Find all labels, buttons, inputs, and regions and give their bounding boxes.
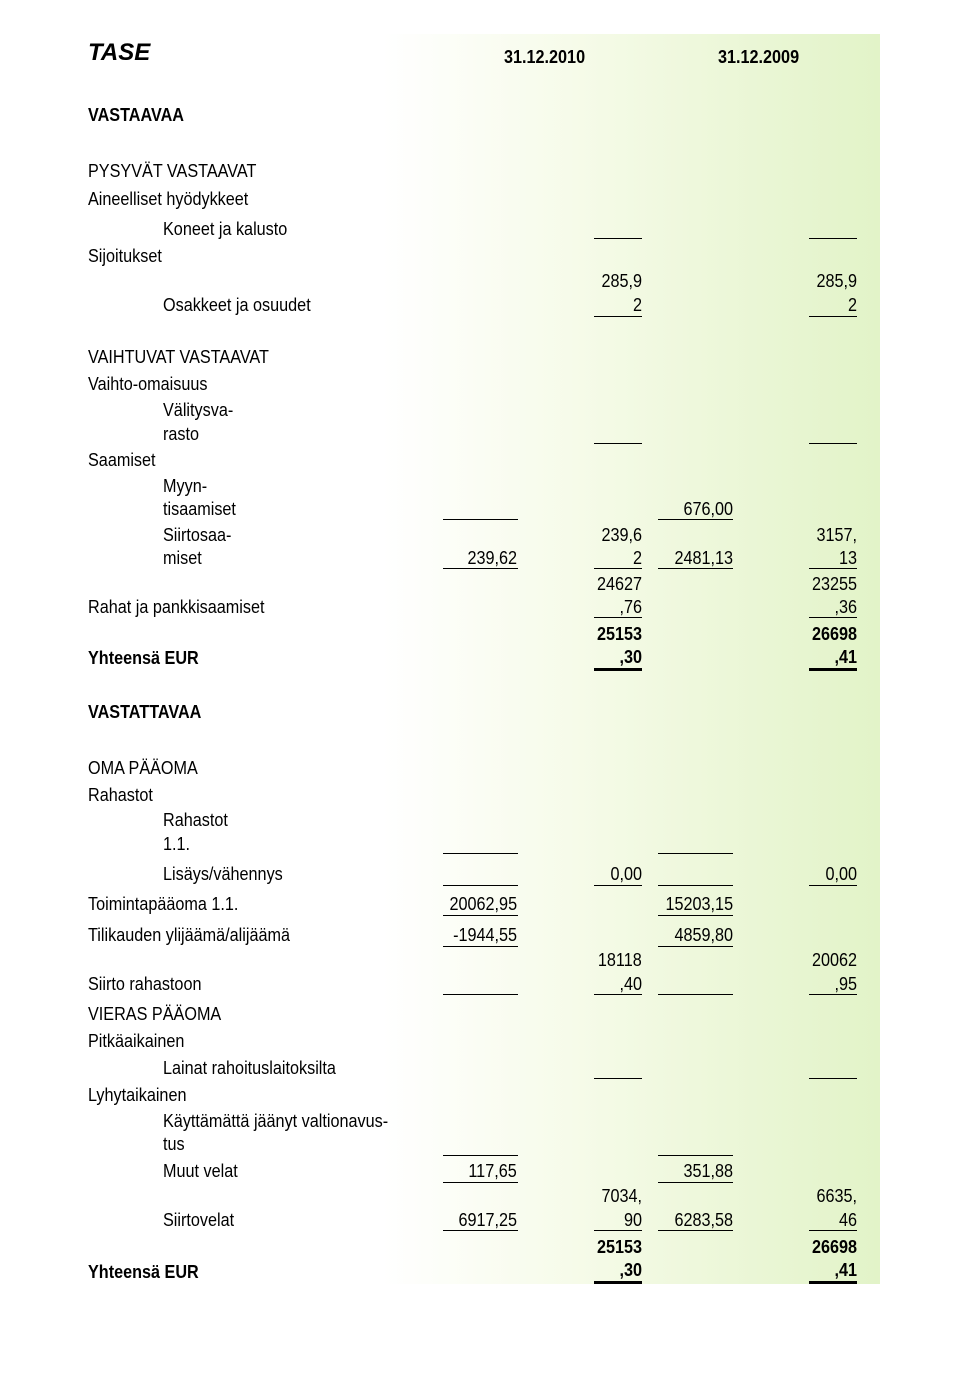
muut-velat-2009-underline	[658, 1182, 733, 1183]
siirtosaamiset-2010-inner-value: 239,62	[467, 548, 517, 568]
siirto-2009-value-a: 20062	[811, 950, 857, 970]
vastaavaa-total-2010-a: 25153	[596, 624, 642, 644]
vaihtuvat-vastaavat-label: VAIHTUVAT VASTAAVAT	[88, 347, 269, 367]
tilikauden-2010-value: -1944,55	[453, 925, 517, 945]
pysyvat-vastaavat-label: PYSYVÄT VASTAAVAT	[88, 161, 257, 181]
valitysvarasto-2010-underline	[594, 443, 642, 444]
lainat-2010-underline	[594, 1078, 642, 1079]
lainat-2009-underline	[809, 1078, 857, 1079]
siirto-2010-underline	[594, 994, 642, 995]
tilikauden-2010-underline	[443, 946, 518, 947]
siirtosaamiset-2009-inner-value: 2481,13	[674, 548, 733, 568]
koneet-2010-underline	[594, 238, 642, 239]
rahat-2009-value-b: ,36	[834, 597, 857, 617]
siirto-2009-inner-underline	[658, 994, 733, 995]
valitysvarasto-label-b: rasto	[163, 424, 200, 444]
osakkeet-2010-value-a: 285,9	[601, 271, 642, 291]
rahat-2009-underline	[809, 617, 857, 618]
lisays-2010-value: 0,00	[610, 864, 642, 884]
osakkeet-2009-underline	[809, 316, 857, 317]
siirtovelat-2009-underline	[809, 1230, 857, 1231]
siirtosaamiset-2010-value-b: 2	[632, 548, 642, 568]
rahat-2010-value-b: ,76	[619, 597, 642, 617]
vastaavaa-total-2009-underline	[809, 668, 857, 671]
siirtosaamiset-2009-value-b: 13	[838, 548, 857, 568]
rahat-label: Rahat ja pankkisaamiset	[88, 597, 265, 617]
rahastot-11-label-a: Rahastot	[163, 810, 228, 830]
saamiset-label: Saamiset	[88, 450, 156, 470]
siirtovelat-2010-value-a: 7034,	[601, 1186, 642, 1206]
siirto-rahastoon-label: Siirto rahastoon	[88, 974, 202, 994]
rahat-2010-underline	[594, 617, 642, 618]
siirtovelat-2010-inner-underline	[443, 1230, 518, 1231]
date-2010-header: 31.12.2010	[504, 47, 586, 67]
siirtosaamiset-label-a: Siirtosaa-	[163, 525, 232, 545]
osakkeet-2009-value-a: 285,9	[816, 271, 857, 291]
muut-velat-2009-value: 351,88	[683, 1161, 733, 1181]
valitysvarasto-label-a: Välitysva-	[163, 400, 234, 420]
siirtovelat-2009-inner-underline	[658, 1230, 733, 1231]
siirtovelat-2010-underline	[594, 1230, 642, 1231]
kayttamatta-label-b: tus	[163, 1134, 185, 1154]
lisays-label: Lisäys/vähennys	[163, 864, 283, 884]
rahastot-11-label-b: 1.1.	[163, 834, 191, 854]
toimintapaaoma-2009-value: 15203,15	[665, 894, 733, 914]
siirtosaamiset-2010-underline	[594, 568, 642, 569]
myyntisaamiset-2009-value: 676,00	[683, 499, 733, 519]
oma-paaoma-label: OMA PÄÄOMA	[88, 758, 198, 778]
lisays-2010-underline	[594, 885, 642, 886]
pitkaaikainen-label: Pitkäaikainen	[88, 1031, 185, 1051]
myyntisaamiset-2010-underline	[443, 519, 518, 520]
osakkeet-label: Osakkeet ja osuudet	[163, 295, 311, 315]
siirto-2010-value-a: 18118	[598, 950, 642, 970]
siirtosaamiset-2010-inner-underline	[443, 568, 518, 569]
lainat-label: Lainat rahoituslaitoksilta	[163, 1058, 336, 1078]
rahastot-11-2010-underline	[443, 853, 518, 854]
vastattavaa-total-2010-a: 25153	[596, 1237, 642, 1257]
vastattavaa-total-label: Yhteensä EUR	[88, 1262, 199, 1282]
siirtosaamiset-label-b: miset	[163, 548, 202, 568]
rahastot-label: Rahastot	[88, 785, 153, 805]
koneet-2009-underline	[809, 238, 857, 239]
vastattavaa-total-2009-a: 26698	[811, 1237, 857, 1257]
valitysvarasto-2009-underline	[809, 443, 857, 444]
lisays-2009-inner-underline	[658, 885, 733, 886]
vastaavaa-total-2010-underline	[594, 668, 642, 671]
vastaavaa-total-label: Yhteensä EUR	[88, 648, 199, 668]
vastaavaa-heading: VASTAAVAA	[88, 105, 185, 125]
kayttamatta-label-a: Käyttämättä jäänyt valtionavus-	[163, 1111, 389, 1131]
tilikauden-2009-underline	[658, 946, 733, 947]
siirto-2009-underline	[809, 994, 857, 995]
siirtovelat-2010-inner-value: 6917,25	[458, 1210, 517, 1230]
osakkeet-2010-underline	[594, 316, 642, 317]
siirtosaamiset-2009-underline	[809, 568, 857, 569]
vastattavaa-total-2010-b: ,30	[619, 1260, 642, 1280]
siirto-2009-value-b: ,95	[834, 974, 857, 994]
osakkeet-2009-value-b: 2	[847, 295, 857, 315]
document-title: TASE	[88, 39, 151, 66]
vieras-paaoma-label: VIERAS PÄÄOMA	[88, 1004, 222, 1024]
lyhytaikainen-label: Lyhytaikainen	[88, 1085, 187, 1105]
siirtovelat-2010-value-b: 90	[623, 1210, 642, 1230]
siirtovelat-2009-inner-value: 6283,58	[674, 1210, 733, 1230]
vastaavaa-total-2009-b: ,41	[834, 647, 857, 667]
rahastot-11-2009-underline	[658, 853, 733, 854]
vastattavaa-heading: VASTATTAVAA	[88, 702, 202, 722]
muut-velat-2010-underline	[443, 1182, 518, 1183]
vastaavaa-total-2010-b: ,30	[619, 647, 642, 667]
siirtosaamiset-2009-value-a: 3157,	[816, 525, 857, 545]
lisays-2009-value: 0,00	[825, 864, 857, 884]
myyntisaamiset-2009-underline	[658, 519, 733, 520]
myyntisaamiset-label-b: tisaamiset	[163, 499, 236, 519]
koneet-label: Koneet ja kalusto	[163, 219, 288, 239]
tilikauden-2009-value: 4859,80	[674, 925, 733, 945]
muut-velat-2010-value: 117,65	[468, 1161, 517, 1181]
myyntisaamiset-label-a: Myyn-	[163, 476, 208, 496]
toimintapaaoma-label: Toimintapääoma 1.1.	[88, 894, 239, 914]
vaihto-omaisuus-label: Vaihto-omaisuus	[88, 374, 208, 394]
siirtosaamiset-2010-value-a: 239,6	[601, 525, 642, 545]
toimintapaaoma-2009-underline	[658, 915, 733, 916]
osakkeet-2010-value-b: 2	[632, 295, 642, 315]
vastattavaa-total-2009-underline	[809, 1281, 857, 1284]
siirtovelat-2009-value-a: 6635,	[816, 1186, 857, 1206]
muut-velat-label: Muut velat	[163, 1161, 238, 1181]
rahat-2010-value-a: 24627	[596, 574, 642, 594]
aineelliset-label: Aineelliset hyödykkeet	[88, 189, 249, 209]
siirtovelat-label: Siirtovelat	[163, 1210, 235, 1230]
date-2009-header: 31.12.2009	[718, 47, 800, 67]
vastaavaa-total-2009-a: 26698	[811, 624, 857, 644]
lisays-2010-inner-underline	[443, 885, 518, 886]
tilikauden-label: Tilikauden ylijäämä/alijäämä	[88, 925, 290, 945]
siirtovelat-2009-value-b: 46	[838, 1210, 857, 1230]
toimintapaaoma-2010-value: 20062,95	[449, 894, 517, 914]
rahat-2009-value-a: 23255	[811, 574, 857, 594]
toimintapaaoma-2010-underline	[443, 915, 518, 916]
lisays-2009-underline	[809, 885, 857, 886]
siirto-2010-inner-underline	[443, 994, 518, 995]
kayttamatta-2010-underline	[443, 1155, 518, 1156]
vastattavaa-total-2010-underline	[594, 1281, 642, 1284]
siirto-2010-value-b: ,40	[619, 974, 642, 994]
siirtosaamiset-2009-inner-underline	[658, 568, 733, 569]
sijoitukset-label: Sijoitukset	[88, 246, 162, 266]
kayttamatta-2009-underline	[658, 1155, 733, 1156]
vastattavaa-total-2009-b: ,41	[834, 1260, 857, 1280]
